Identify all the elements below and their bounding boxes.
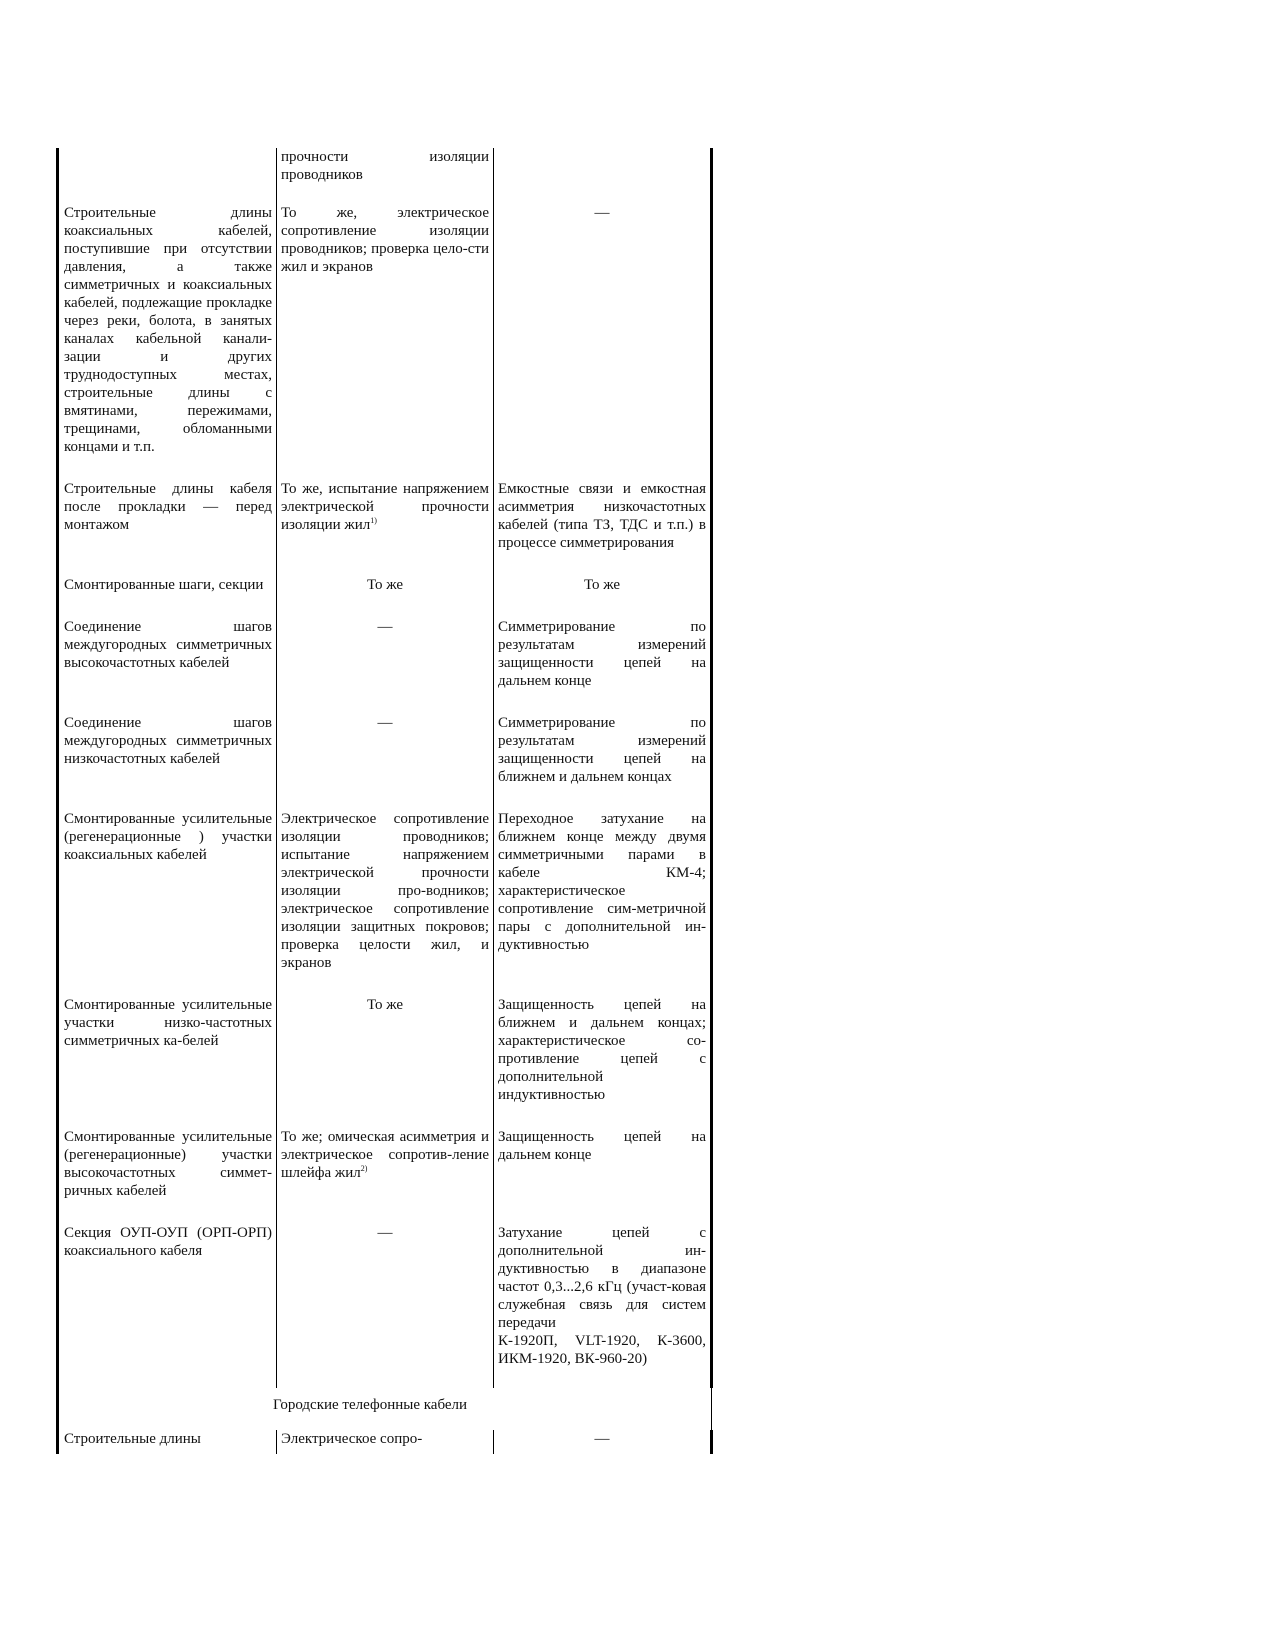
table-cell-object: Смонтированные усилительные (регенерационные ) участки коаксиальных кабелей bbox=[58, 810, 277, 996]
table-cell-object: Соединение шагов междугородных симметричных высокочастотных кабелей bbox=[58, 618, 277, 714]
table-cell-object: Смонтированные шаги, секции bbox=[58, 576, 277, 618]
table-cell-test: — bbox=[277, 618, 494, 714]
cell-text-continuation: К-1920П, VLT-1920, К-3600, ИКМ-1920, ВК-960-20) bbox=[498, 1333, 706, 1367]
table-row bbox=[58, 996, 712, 1128]
table-cell-object: Смонтированные усилительные (регенерационные) участки высокочастотных симмет-ричных кабелей bbox=[58, 1128, 277, 1224]
table-cell-test: — bbox=[277, 1224, 494, 1388]
table-row bbox=[58, 576, 712, 618]
table-cell-extra: Защищенность цепей на ближнем и дальнем концах; характеристическое со-противление цепей с дополнительной индуктивностью bbox=[494, 996, 712, 1128]
table-cell-object: Строительные длины кабеля после прокладки — перед монтажом bbox=[58, 480, 277, 576]
table-cell-extra: Переходное затухание на ближнем конце между двумя симметричными парами в кабеле КМ-4; характеристическое сопротивление сим-метричной пары с дополнительной ин-дуктивностью bbox=[494, 810, 712, 996]
cell-text: Затухание цепей с дополнительной ин-дуктивностью в диапазоне частот 0,3...2,6 кГц (участ-ковая служебная связь для систем передачи bbox=[498, 1225, 706, 1331]
table-row bbox=[58, 1224, 712, 1388]
table-cell-test bbox=[277, 480, 494, 576]
table-cell-extra: Симметрирование по результатам измерений защищенности цепей на дальнем конце bbox=[494, 618, 712, 714]
cell-text: То же; омическая асимметрия и электрическое сопротив-ление шлейфа жил bbox=[281, 1129, 489, 1181]
table-cell-extra: То же bbox=[494, 576, 712, 618]
table-cell-test: Электрическое сопро- bbox=[277, 1430, 494, 1454]
table-cell-test: — bbox=[277, 714, 494, 810]
footnote-marker: 1) bbox=[370, 516, 377, 525]
table-row bbox=[58, 480, 712, 576]
table-row bbox=[58, 810, 712, 996]
table-cell-test: То же bbox=[277, 996, 494, 1128]
table-row bbox=[58, 618, 712, 714]
table-row bbox=[58, 714, 712, 810]
table-cell-extra: — bbox=[494, 204, 712, 480]
table-cell-test: То же, электрическое сопротивление изоляции проводников; проверка цело-сти жил и экранов bbox=[277, 204, 494, 480]
table-cell-test: прочности изоляции проводников bbox=[277, 148, 494, 204]
table-cell-object: Строительные длины коаксиальных кабелей, поступившие при отсутствии давления, а также симметричных и коаксиальных кабелей, подлежащие прокладке через реки, болота, в занятых каналах кабельной канали-зации и других труднодоступных местах, строительные длины с вмятинами, пережимами, трещинами, обломанными концами и т.п. bbox=[58, 204, 277, 480]
section-title: Городские телефонные кабели bbox=[58, 1388, 712, 1430]
table-cell-extra: Защищенность цепей на дальнем конце bbox=[494, 1128, 712, 1224]
cell-text: То же, испытание напряжением электрической прочности изоляции жил bbox=[281, 481, 489, 533]
table-row bbox=[58, 1430, 712, 1454]
section-row bbox=[58, 1388, 712, 1430]
table-cell-extra bbox=[494, 1224, 712, 1388]
table-cell-extra: Симметрирование по результатам измерений защищенности цепей на ближнем и дальнем концах bbox=[494, 714, 712, 810]
table-cell-object: Смонтированные усилительные участки низко-частотных симметричных ка-белей bbox=[58, 996, 277, 1128]
table-cell-extra: — bbox=[494, 1430, 712, 1454]
footnote-marker: 2) bbox=[360, 1164, 368, 1173]
table-cell-test: Электрическое сопротивление изоляции проводников; испытание напряжением электрической прочности изоляции про-водников; электрическое сопротивление изоляции защитных покровов; проверка целости жил, и экранов bbox=[277, 810, 494, 996]
table-cell-object: Секция ОУП-ОУП (ОРП-ОРП) коаксиального кабеля bbox=[58, 1224, 277, 1388]
table-row bbox=[58, 1128, 712, 1224]
document-table bbox=[56, 148, 713, 1454]
table-cell-extra bbox=[494, 148, 712, 204]
table-cell-object bbox=[58, 148, 277, 204]
table-cell-test bbox=[277, 1128, 494, 1224]
table-cell-test: То же bbox=[277, 576, 494, 618]
table-cell-extra: Емкостные связи и емкостная асимметрия низкочастотных кабелей (типа ТЗ, ТДС и т.п.) в процессе симметрирования bbox=[494, 480, 712, 576]
table-row bbox=[58, 204, 712, 480]
table-cell-object: Строительные длины bbox=[58, 1430, 277, 1454]
table-row bbox=[58, 148, 712, 204]
table-cell-object: Соединение шагов междугородных симметричных низкочастотных кабелей bbox=[58, 714, 277, 810]
